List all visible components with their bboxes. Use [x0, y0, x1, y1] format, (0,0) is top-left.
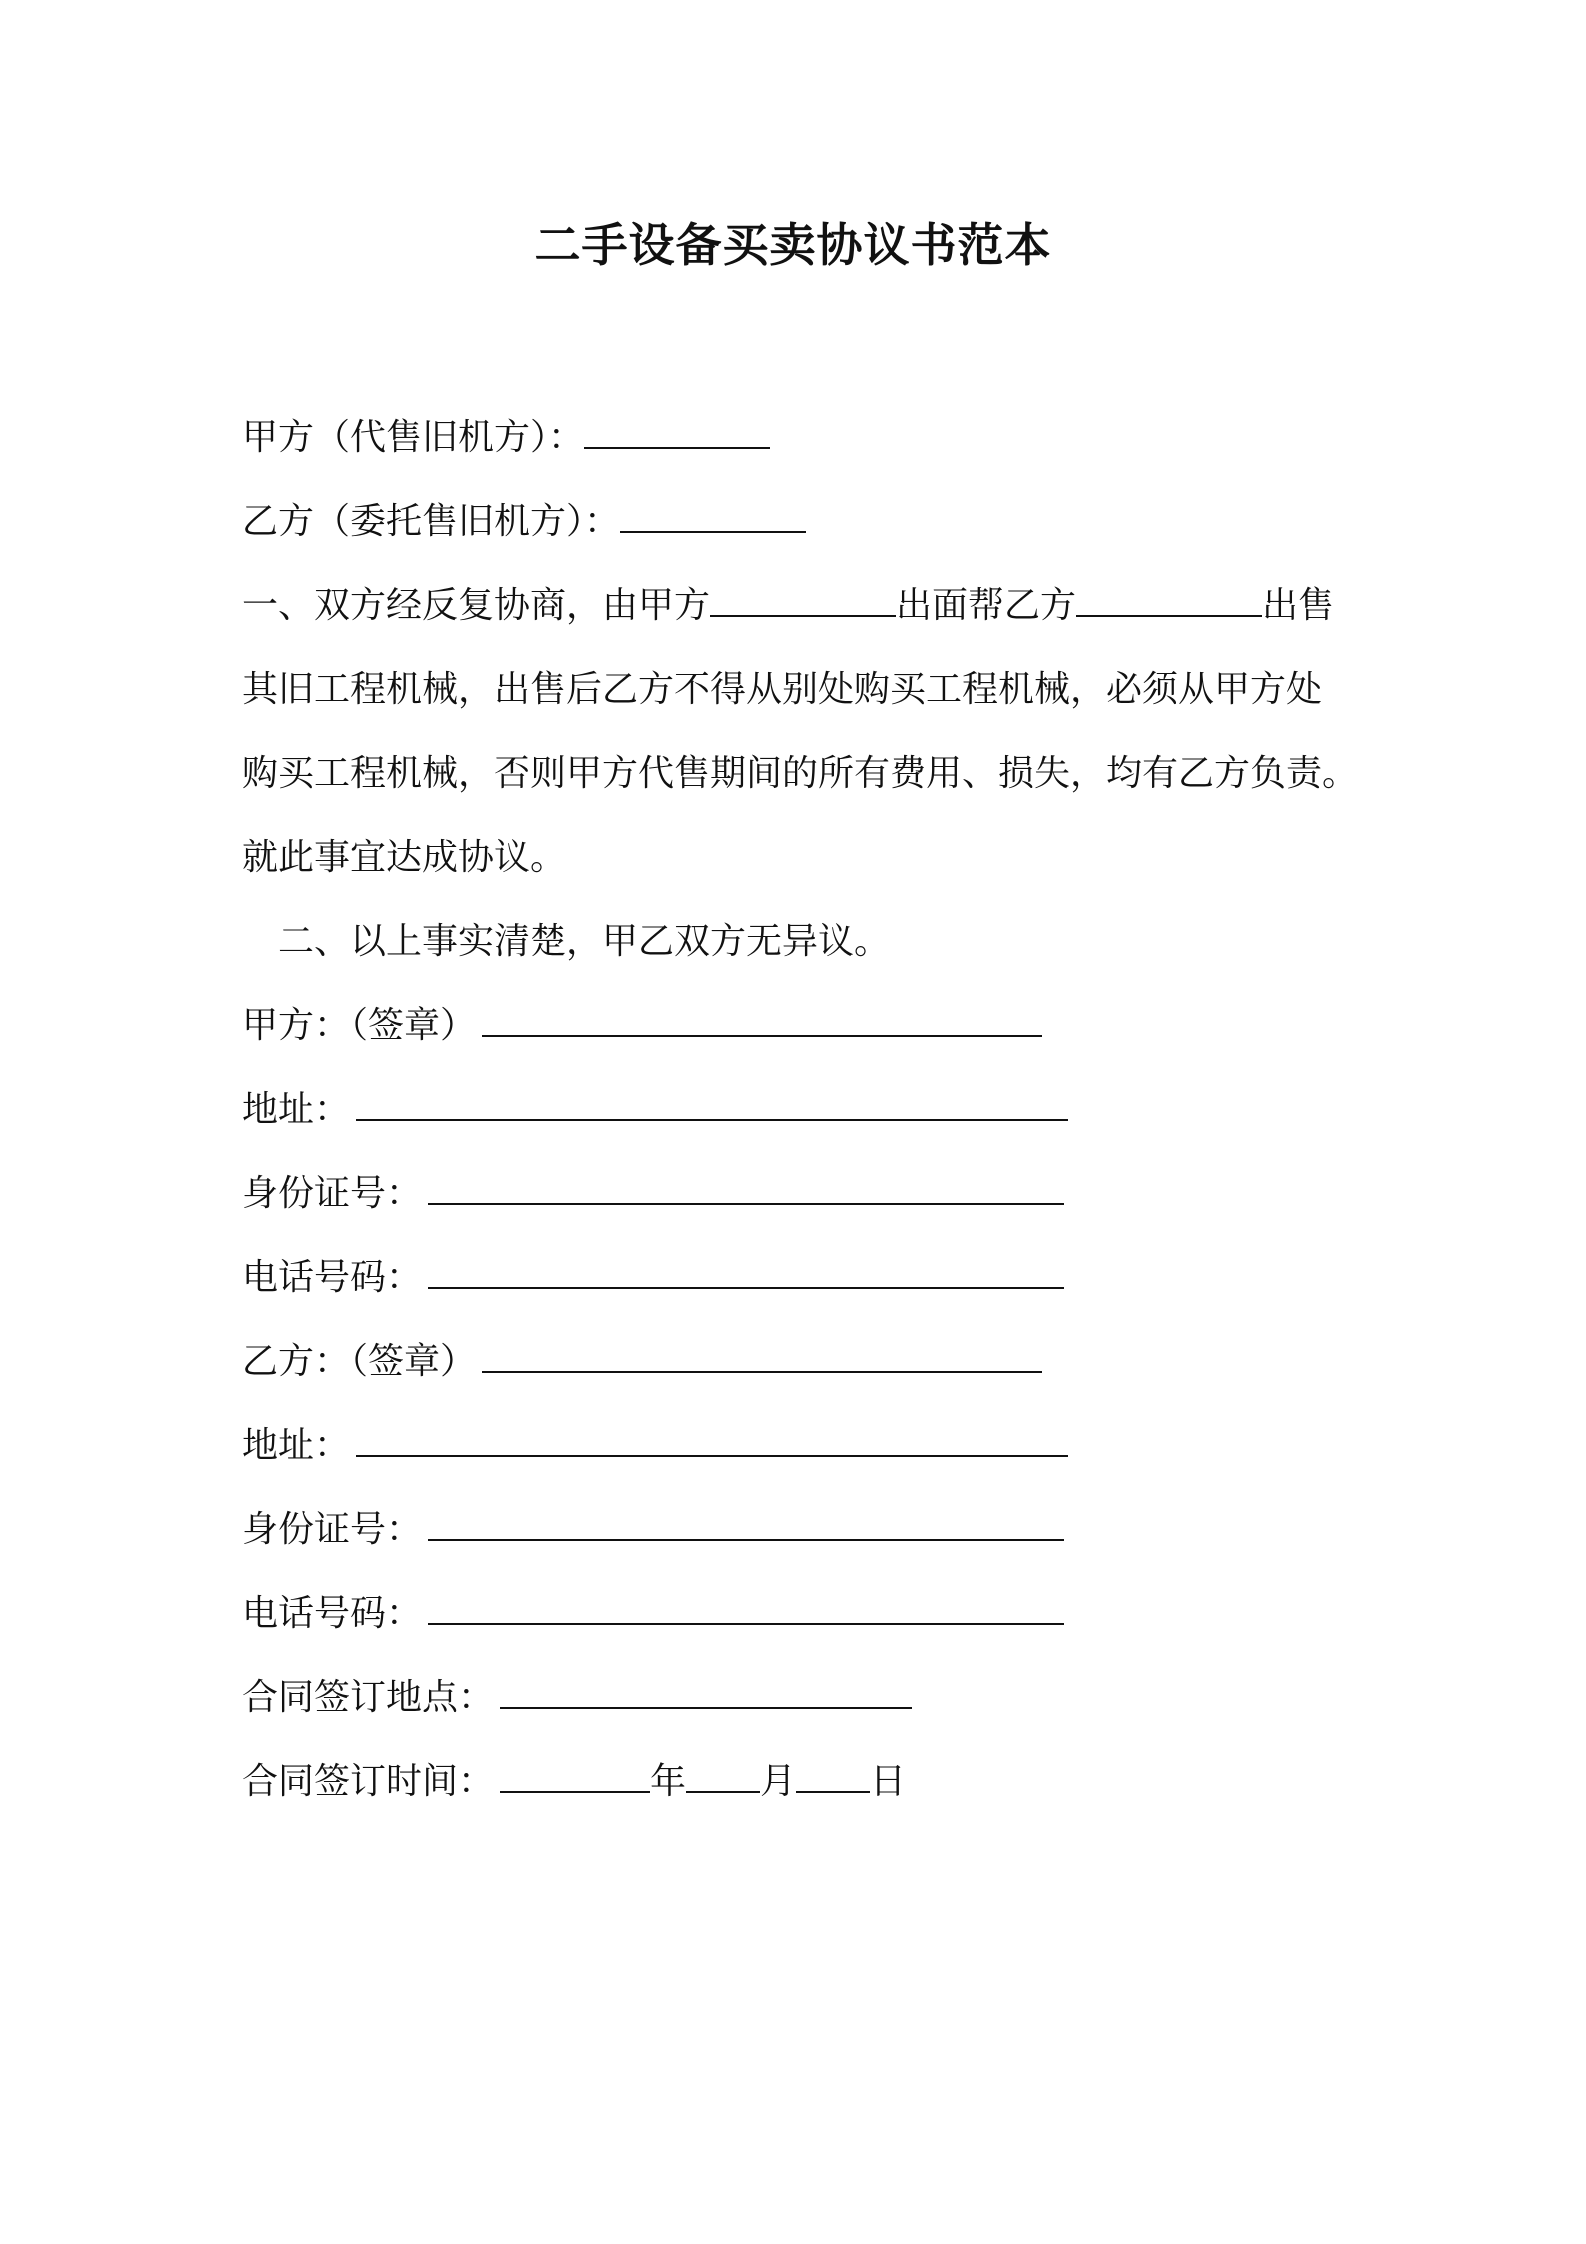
contract-place-line: [242, 1668, 912, 1728]
sign-b-id-line: [242, 1500, 1064, 1560]
contract-place-blank[interactable]: [500, 1671, 912, 1709]
sign-a-seal-line: [242, 996, 1042, 1056]
clause2-line: 二、以上事实清楚，甲乙双方无异议。: [278, 921, 891, 962]
sign-b-seal-blank[interactable]: [482, 1335, 1042, 1373]
party-a-blank[interactable]: [584, 411, 770, 449]
contract-year-blank[interactable]: [500, 1755, 650, 1793]
party-b-line: [242, 492, 806, 552]
day-label: 日: [870, 1761, 907, 1802]
document-title: 二手设备买卖协议书范本: [534, 218, 1052, 272]
clause1-blank-b[interactable]: [1076, 579, 1262, 617]
sign-b-address-line: [242, 1416, 1068, 1476]
sign-a-phone-line: [242, 1248, 1064, 1308]
sign-a-seal-label: 甲方：（签章）: [242, 1005, 477, 1046]
clause1-blank-a[interactable]: [710, 579, 896, 617]
party-b-label: 乙方（委托售旧机方）：: [242, 501, 621, 542]
sign-a-address-blank[interactable]: [356, 1083, 1068, 1121]
clause1-part2: 出面帮乙方: [896, 585, 1077, 626]
sign-b-phone-label: 电话号码：: [242, 1593, 423, 1634]
year-label: 年: [650, 1761, 687, 1802]
clause1-line3: 购买工程机械，否则甲方代售期间的所有费用、损失，均有乙方负责。: [242, 753, 1359, 794]
sign-a-address-line: [242, 1080, 1068, 1140]
sign-a-seal-blank[interactable]: [482, 999, 1042, 1037]
sign-b-seal-line: [242, 1332, 1042, 1392]
sign-a-phone-blank[interactable]: [428, 1251, 1064, 1289]
sign-b-phone-blank[interactable]: [428, 1587, 1064, 1625]
party-a-line: [242, 408, 770, 468]
sign-b-id-label: 身份证号：: [242, 1509, 423, 1550]
party-a-label: 甲方（代售旧机方）：: [242, 417, 585, 458]
sign-a-id-line: [242, 1164, 1064, 1224]
sign-b-address-label: 地址：: [242, 1425, 351, 1466]
sign-b-address-blank[interactable]: [356, 1419, 1068, 1457]
contract-time-label: 合同签订时间：: [242, 1761, 495, 1802]
clause1-line1: [242, 576, 1334, 636]
sign-b-id-blank[interactable]: [428, 1503, 1064, 1541]
sign-b-phone-line: [242, 1584, 1064, 1644]
clause1-line2: 其旧工程机械，出售后乙方不得从别处购买工程机械，必须从甲方处: [242, 669, 1323, 710]
sign-a-id-blank[interactable]: [428, 1167, 1064, 1205]
party-b-blank[interactable]: [620, 495, 806, 533]
sign-a-phone-label: 电话号码：: [242, 1257, 423, 1298]
sign-a-address-label: 地址：: [242, 1089, 351, 1130]
clause1-part1: 一、双方经反复协商，由甲方: [242, 585, 711, 626]
sign-a-id-label: 身份证号：: [242, 1173, 423, 1214]
contract-place-label: 合同签订地点：: [242, 1677, 495, 1718]
contract-time-line: [242, 1752, 906, 1812]
sign-b-seal-label: 乙方：（签章）: [242, 1341, 477, 1382]
clause1-part3: 出售: [1262, 585, 1335, 626]
contract-month-blank[interactable]: [686, 1755, 760, 1793]
clause1-line4: 就此事宜达成协议。: [242, 837, 567, 878]
contract-day-blank[interactable]: [796, 1755, 870, 1793]
month-label: 月: [760, 1761, 797, 1802]
